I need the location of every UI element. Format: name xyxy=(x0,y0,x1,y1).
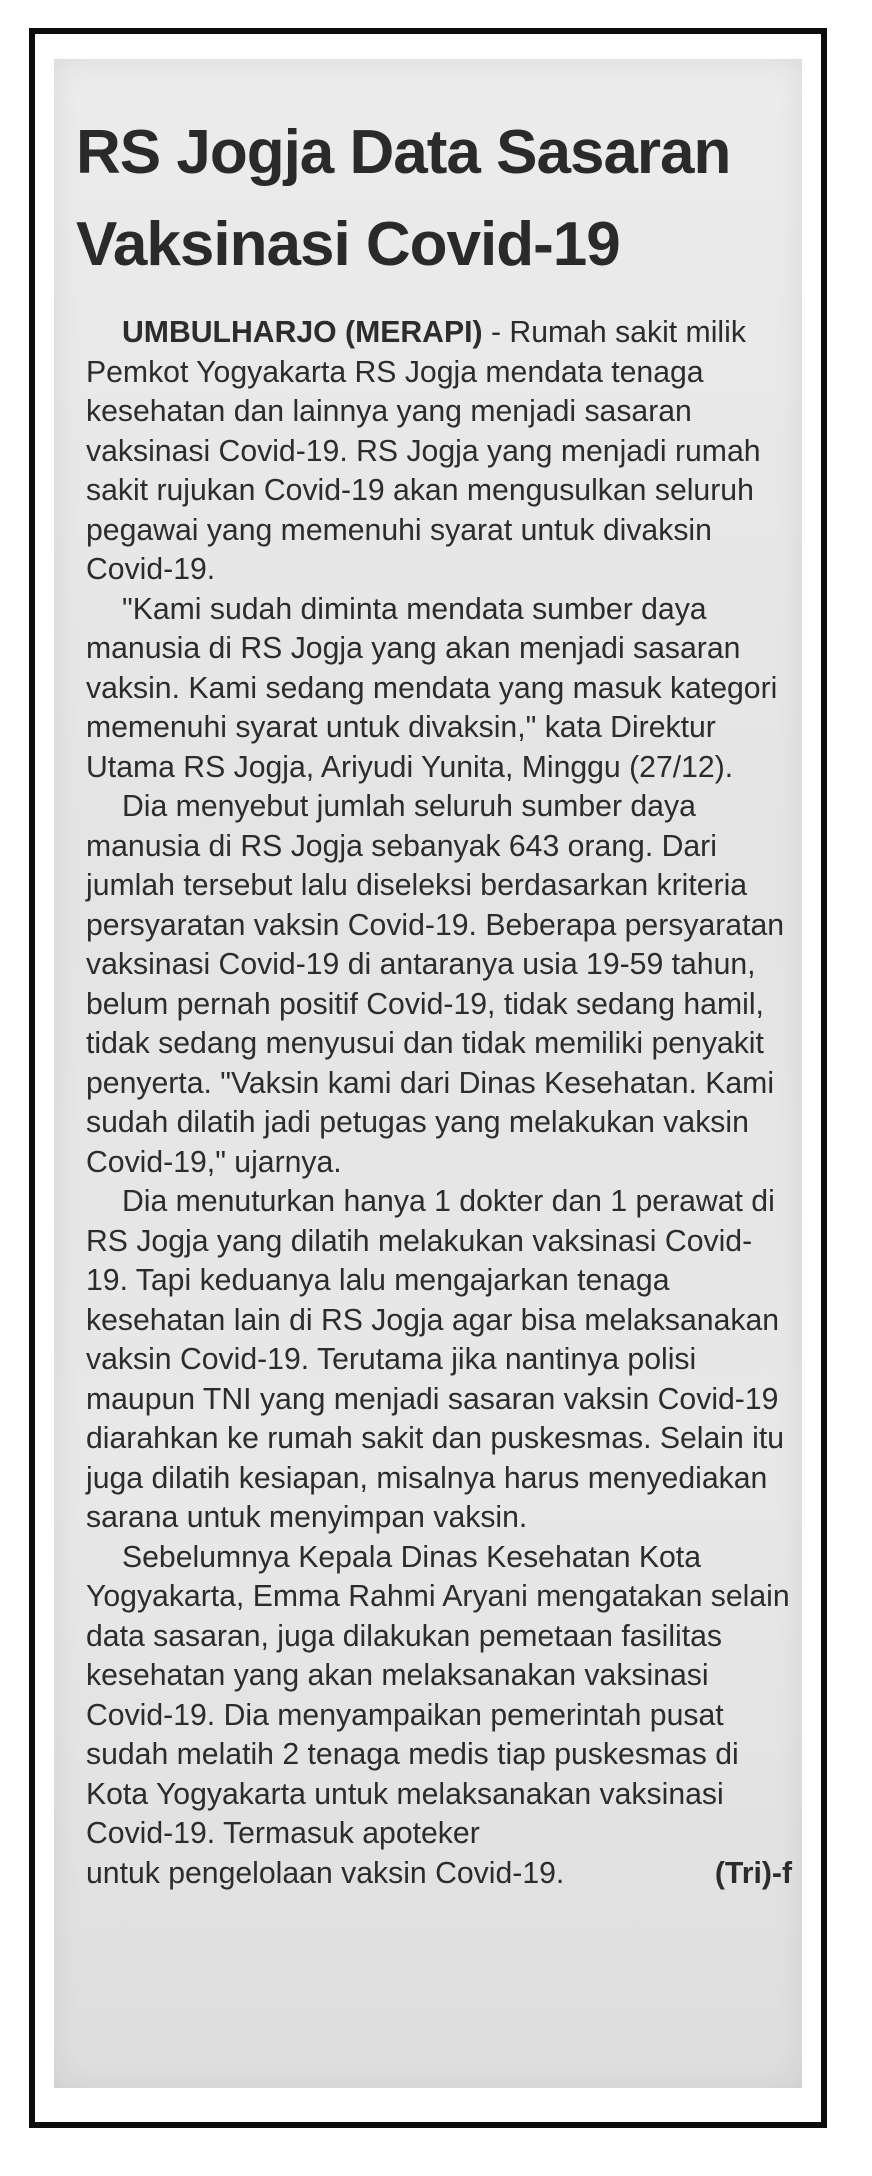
newspaper-clipping xyxy=(54,59,802,2088)
paragraph-3: Dia menyebut jumlah seluruh sumber daya manusia di RS Jogja sebanyak 643 orang. Dari jumlah tersebut lalu diseleksi berdasarkan kriteria persyaratan vaksin Covid-19. Beberapa persyaratan vaksinasi Covid-19 di antaranya usia 19-59 tahun, belum pernah positif Covid-19, tidak sedang hamil, tidak sedang menyusui dan tidak memiliki penyakit penyerta. "Vaksin kami dari Dinas Kesehatan. Kami sudah dilatih jadi petugas yang melakukan vaksin Covid-19," ujarnya. xyxy=(86,790,785,1179)
article-title: RS Jogja Data Sasaran Vaksinasi Covid-19 xyxy=(76,118,731,279)
clipping-frame xyxy=(29,28,827,2128)
dateline: UMBULHARJO (MERAPI) xyxy=(122,316,483,349)
closing-line xyxy=(86,1854,792,1894)
paragraph-4: Dia menuturkan hanya 1 dokter dan 1 perawat di RS Jogja yang dilatih melakukan vaksinasi Covid-19. Tapi keduanya lalu mengajarkan tenaga kesehatan lain di RS Jogja agar bisa melaksanakan vaksin Covid-19. Terutama jika nantinya polisi maupun TNI yang menjadi sasaran vaksin Covid-19 diarahkan ke rumah sakit dan puskesmas. Selain itu juga dilatih kesiapan, misalnya harus menyediakan sarana untuk menyimpan vaksin. xyxy=(86,1185,785,1534)
paragraph-2: "Kami sudah diminta mendata sumber daya manusia di RS Jogja yang akan menjadi sasaran vaksin. Kami sedang mendata yang masuk kategori memenuhi syarat untuk divaksin," kata Direktur Utama RS Jogja, Ariyudi Yunita, Minggu (27/12). xyxy=(86,592,778,784)
paragraph-5: Sebelumnya Kepala Dinas Kesehatan Kota Yogyakarta, Emma Rahmi Aryani mengatakan selain data sasaran, juga dilakukan pemetaan fasilitas kesehatan yang akan melaksanakan vaksinasi Covid-19. Dia menyampaikan pemerintah pusat sudah melatih 2 tenaga medis tiap puskesmas di Kota Yogyakarta untuk melaksanakan vaksinasi Covid-19. Termasuk apoteker xyxy=(86,1540,790,1850)
paragraph-5-last-line: untuk pengelolaan vaksin Covid-19. xyxy=(86,1856,565,1890)
article-body xyxy=(86,313,792,1893)
author-signoff: (Tri)-f xyxy=(714,1856,792,1890)
paragraph-1-text: - Rumah sakit milik Pemkot Yogyakarta RS Jogja mendata tenaga kesehatan dan lainnya yang menjadi sasaran vaksinasi Covid-19. RS Jogja yang menjadi rumah sakit rujukan Covid-19 akan mengusulkan seluruh pegawai yang memenuhi syarat untuk divaksin Covid-19. xyxy=(86,316,761,586)
paragraph-1 xyxy=(86,313,792,590)
